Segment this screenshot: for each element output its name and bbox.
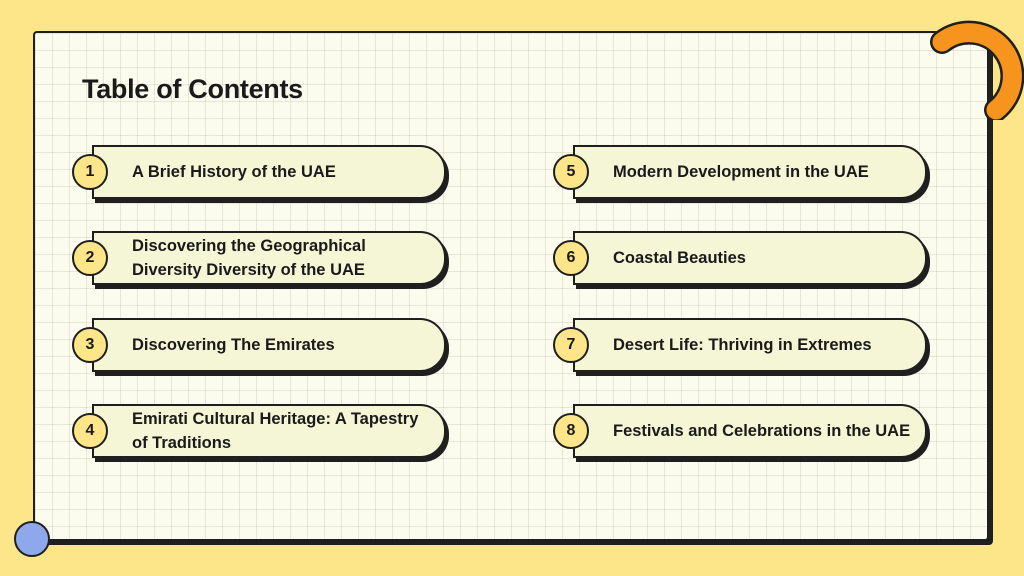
toc-item-label: Festivals and Celebrations in the UAE bbox=[613, 422, 911, 440]
toc-item-pill[interactable] bbox=[92, 404, 446, 458]
toc-item-label: A Brief History of the UAE bbox=[132, 163, 336, 181]
toc-item-pill[interactable] bbox=[573, 318, 927, 372]
slide-panel bbox=[33, 31, 989, 541]
toc-item-number-badge: 8 bbox=[553, 413, 589, 449]
page-title: Table of Contents bbox=[82, 74, 303, 104]
toc-item-number-badge: 5 bbox=[553, 154, 589, 190]
toc-item-1[interactable] bbox=[72, 145, 446, 199]
toc-item-number-badge: 3 bbox=[72, 327, 108, 363]
toc-item-pill[interactable] bbox=[573, 404, 927, 458]
toc-item-number-badge: 7 bbox=[553, 327, 589, 363]
toc-item-6[interactable] bbox=[553, 231, 927, 285]
toc-item-3[interactable] bbox=[72, 318, 446, 372]
toc-item-pill[interactable] bbox=[92, 231, 446, 285]
toc-item-label: Emirati Cultural Heritage: A Tapestry of Traditions bbox=[132, 410, 419, 452]
toc-item-pill[interactable] bbox=[92, 145, 446, 199]
toc-item-label: Discovering the Geographical Diversity Diversity of the UAE bbox=[132, 237, 366, 279]
toc-item-label: Desert Life: Thriving in Extremes bbox=[613, 336, 872, 354]
toc-item-number-badge: 2 bbox=[72, 240, 108, 276]
toc-item-pill[interactable] bbox=[573, 145, 927, 199]
toc-item-number-badge: 6 bbox=[553, 240, 589, 276]
toc-item-4[interactable] bbox=[72, 404, 446, 458]
toc-item-5[interactable] bbox=[553, 145, 927, 199]
toc-item-8[interactable] bbox=[553, 404, 927, 458]
toc-item-2[interactable] bbox=[72, 231, 446, 285]
toc-item-number-badge: 4 bbox=[72, 413, 108, 449]
toc-item-label: Coastal Beauties bbox=[613, 249, 746, 267]
toc-item-pill[interactable] bbox=[573, 231, 927, 285]
toc-item-number-badge: 1 bbox=[72, 154, 108, 190]
toc-item-label: Discovering The Emirates bbox=[132, 336, 335, 354]
toc-item-7[interactable] bbox=[553, 318, 927, 372]
toc-item-pill[interactable] bbox=[92, 318, 446, 372]
toc-item-label: Modern Development in the UAE bbox=[613, 163, 869, 181]
blue-dot-decoration bbox=[14, 521, 50, 557]
orange-arc-decoration bbox=[930, 20, 1024, 120]
